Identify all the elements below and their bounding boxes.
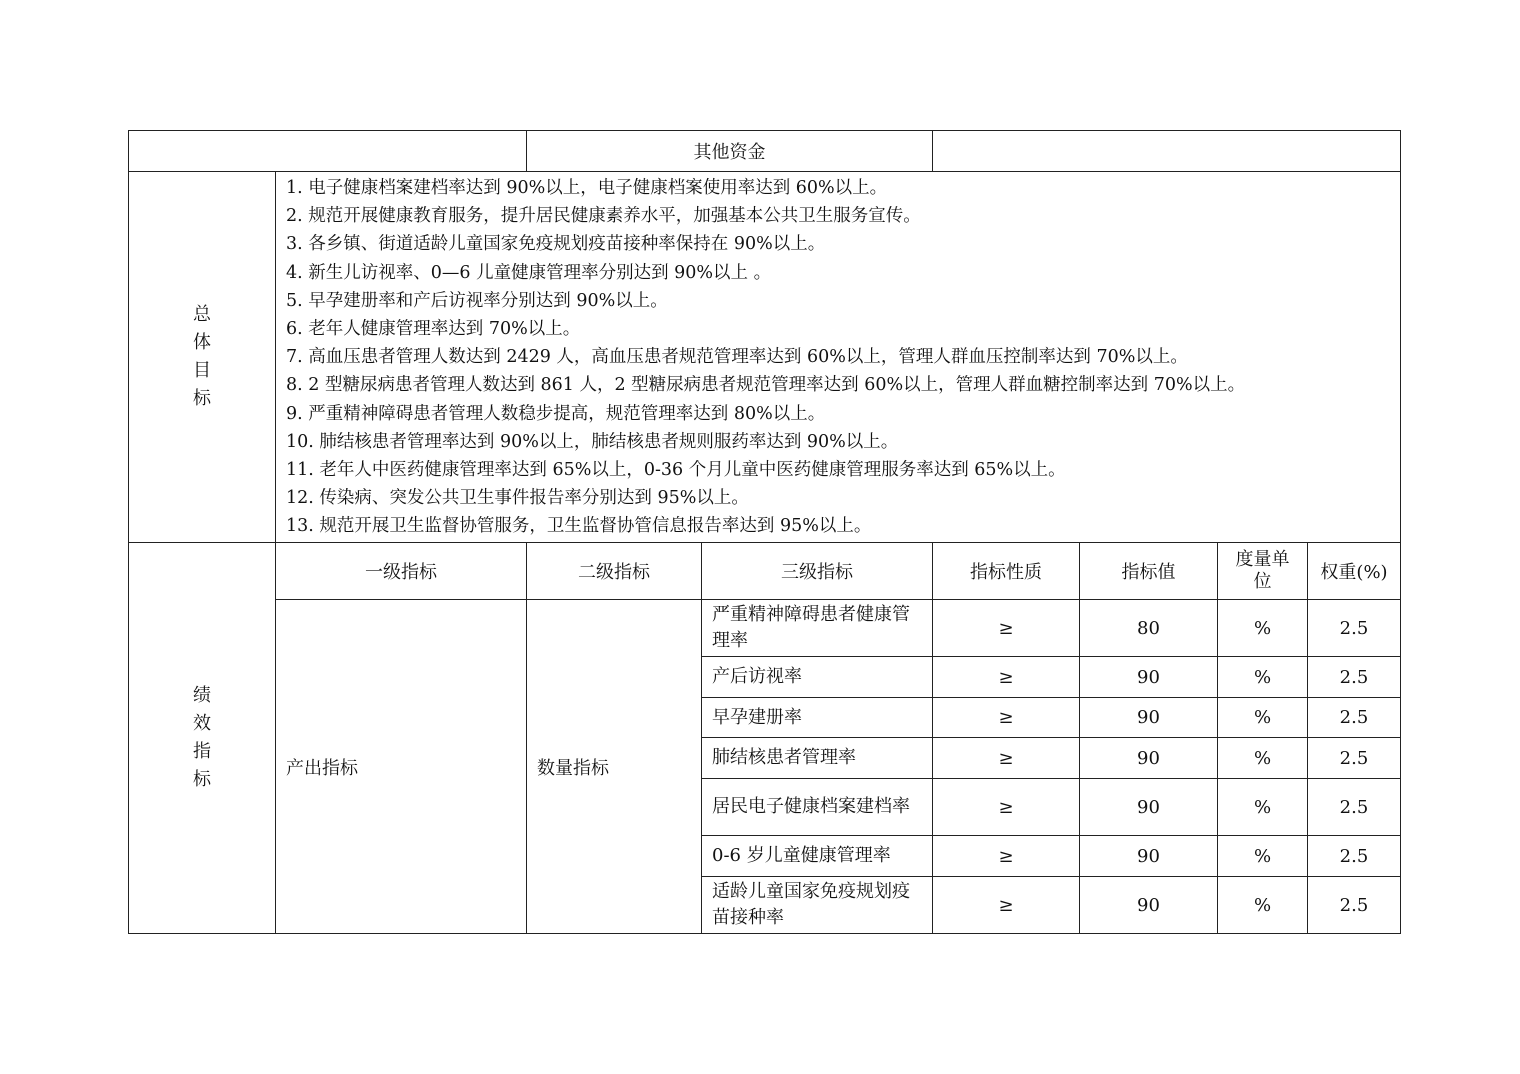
overall-goals-list [276,172,1401,543]
header-level3: 三级指标 [702,543,933,600]
level2-quantity-indicator: 数量指标 [527,600,702,934]
indicator-unit: % [1218,698,1308,738]
header-unit: 度量单 位 [1218,543,1308,600]
goal-item: 5. 早孕建册率和产后访视率分别达到 90%以上。 [286,290,668,311]
indicator-value: 90 [1080,738,1218,779]
goal-item: 1. 电子健康档案建档率达到 90%以上，电子健康档案使用率达到 60%以上。 [286,178,888,198]
indicator-weight: 2.5 [1308,779,1401,836]
performance-indicators-label: 绩 效 指 标 [129,543,276,934]
indicator-name: 产后访视率 [702,657,933,698]
indicator-value: 90 [1080,698,1218,738]
header-value: 指标值 [1080,543,1218,600]
indicator-nature: ≥ [933,836,1080,877]
header-weight: 权重(%) [1308,543,1401,600]
indicator-value: 90 [1080,657,1218,698]
indicator-name: 严重精神障碍患者健康管理率 [702,600,933,657]
indicator-weight: 2.5 [1308,738,1401,779]
indicator-weight: 2.5 [1308,836,1401,877]
indicator-value: 90 [1080,836,1218,877]
indicator-name: 居民电子健康档案建档率 [702,779,933,836]
indicator-value: 90 [1080,877,1218,934]
header-level2: 二级指标 [527,543,702,600]
indicator-name: 0-6 岁儿童健康管理率 [702,836,933,877]
level1-output-indicator: 产出指标 [276,600,527,934]
goal-item: 3. 各乡镇、街道适龄儿童国家免疫规划疫苗接种率保持在 90%以上。 [286,234,826,255]
indicator-weight: 2.5 [1308,698,1401,738]
indicator-weight: 2.5 [1308,657,1401,698]
indicator-nature: ≥ [933,877,1080,934]
goal-item: 12. 传染病、突发公共卫生事件报告率分别达到 95%以上。 [286,488,749,509]
indicator-weight: 2.5 [1308,600,1401,657]
indicator-value: 80 [1080,600,1218,657]
indicator-header-row [129,543,1401,600]
indicator-weight: 2.5 [1308,877,1401,934]
other-funds-label: 其他资金 [527,131,933,172]
indicator-name: 早孕建册率 [702,698,933,738]
goal-item: 6. 老年人健康管理率达到 70%以上。 [286,318,581,339]
goal-item: 10. 肺结核患者管理率达到 90%以上，肺结核患者规则服药率达到 90%以上。 [286,431,899,452]
indicator-nature: ≥ [933,698,1080,738]
indicator-unit: % [1218,877,1308,934]
funding-row-blank [129,131,527,172]
indicator-value: 90 [1080,779,1218,836]
table-row [129,600,1401,657]
indicator-nature: ≥ [933,600,1080,657]
overall-goals-label: 总 体 目 标 [129,172,276,543]
goal-item: 9. 严重精神障碍患者管理人数稳步提高，规范管理率达到 80%以上。 [286,403,826,424]
indicator-nature: ≥ [933,738,1080,779]
indicator-name: 肺结核患者管理率 [702,738,933,779]
header-nature: 指标性质 [933,543,1080,600]
goal-item: 8. 2 型糖尿病患者管理人数达到 861 人，2 型糖尿病患者规范管理率达到 60%以上，管理人群血糖控制率达到 70%以上。 [286,375,1246,396]
goal-item: 4. 新生儿访视率、0—6 儿童健康管理率分别达到 90%以上 。 [286,262,772,283]
goal-item: 11. 老年人中医药健康管理率达到 65%以上，0-36 个月儿童中医药健康管理服务率达到 65%以上。 [286,459,1066,480]
indicator-nature: ≥ [933,657,1080,698]
other-funds-value [933,131,1401,172]
goal-item: 2. 规范开展健康教育服务，提升居民健康素养水平，加强基本公共卫生服务宣传。 [286,206,921,227]
indicator-unit: % [1218,779,1308,836]
indicator-unit: % [1218,836,1308,877]
indicator-name: 适龄儿童国家免疫规划疫苗接种率 [702,877,933,934]
header-level1: 一级指标 [276,543,527,600]
performance-goal-table [128,130,1401,934]
indicator-unit: % [1218,657,1308,698]
indicator-nature: ≥ [933,779,1080,836]
goal-item: 13. 规范开展卫生监督协管服务，卫生监督协管信息报告率达到 95%以上。 [286,516,872,537]
funding-row [129,131,1401,172]
overall-goals-row [129,172,1401,543]
goal-item: 7. 高血压患者管理人数达到 2429 人，高血压患者规范管理率达到 60%以上，管理人群血压控制率达到 70%以上。 [286,347,1188,368]
indicator-unit: % [1218,600,1308,657]
indicator-unit: % [1218,738,1308,779]
